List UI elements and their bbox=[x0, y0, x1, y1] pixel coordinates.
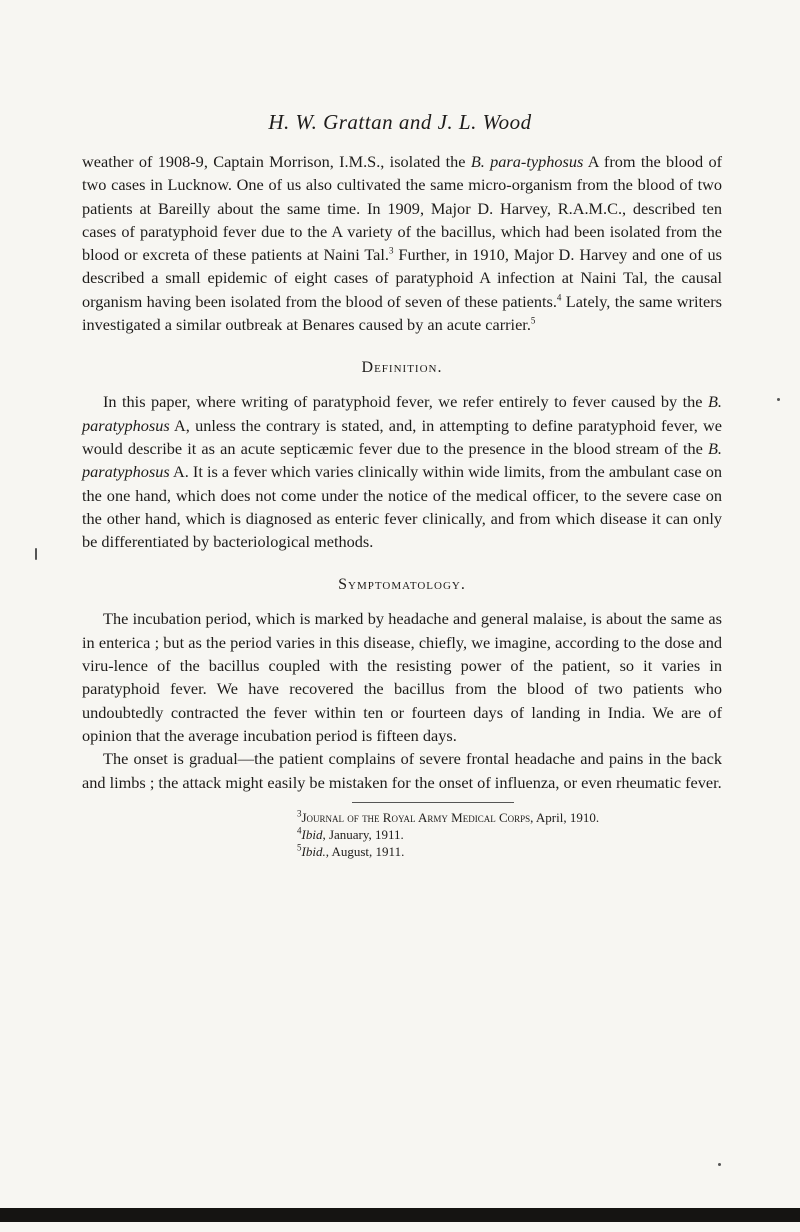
paragraph-2 bbox=[82, 390, 722, 553]
margin-mark bbox=[35, 548, 37, 560]
para1-text-4: Lately, the same writers investigated a similar outbreak at Benares caused by an acute carrier. bbox=[82, 291, 722, 335]
main-text bbox=[82, 150, 722, 794]
running-head: H. W. Grattan and J. L. Wood bbox=[268, 110, 532, 134]
footnote-ref-4: 4 bbox=[556, 292, 562, 303]
page-body bbox=[82, 150, 722, 860]
para2-text-1: In this paper, where writing of paratyphoid fever, we refer entirely to fever caused by the bbox=[103, 392, 708, 412]
footnote-3: $^3$Journal of the Royal Army Medical Corps, April, 1910. bbox=[297, 808, 600, 825]
para1-text-2: A from the blood of two cases in Lucknow. One of us also cultivated the same micro-organism from the blood of two patients at Bareilly about the same time. In 1909, Major D. Harvey, R.A.M.C., described ten cases of paratyphoid fever due to the A variety of the bacillus, which had been isolated from the blood or excreta of these patients at Naini Tal. bbox=[82, 152, 723, 265]
para1-text-3: Further, in 1910, Major D. Harvey and one of us described a small epidemic of eight cases of paratyphoid A infection at Naini Tal, the causal organism having been isolated from the blood of seven of these patients. bbox=[82, 245, 722, 311]
footnote-4: $^4$Ibid, January, 1911. bbox=[297, 825, 404, 842]
footnote-ref-3: 3 bbox=[388, 245, 394, 256]
paragraph-4: The onset is gradual—the patient complains of severe frontal headache and pains in the back and limbs ; the attack might easily be mistaken for the onset of influenza, or even rheumatic fever. bbox=[82, 749, 722, 792]
footnote-5: $^5$Ibid., August, 1911. bbox=[297, 842, 405, 859]
scan-bottom-edge bbox=[0, 1208, 800, 1222]
footnote-ref-5: 5 bbox=[530, 315, 536, 326]
para2-italic-2: B. paratyphosus bbox=[82, 438, 722, 482]
para2-text-2: A, unless the contrary is stated, and, in attempting to define paratyphoid fever, we would describe it as an acute septicæmic fever due to the presence in the blood stream of the bbox=[82, 415, 722, 458]
para2-text-3: A. It is a fever which varies clinically within wide limits, from the ambulant case on the one hand, which does not come under the notice of the medical officer, to the severe case on the other hand, which is diagnosed as enteric fever clinically, and from which disease it can only be differentiated by bacteriological methods. bbox=[82, 462, 722, 552]
paragraph-3: The incubation period, which is marked by headache and general malaise, is about the same as in enterica ; but as the period varies in this disease, chiefly, we imagine, according to the dose and viru-lence of the bacillus coupled with the resisting power of the patient, so it varies in paratyphoid fever. We have recovered the bacillus from the blood of two patients who undoubtedly contracted the fever within ten or fourteen days of landing in India. We are of opinion that the average incubation period is fifteen days. bbox=[82, 609, 722, 745]
footnote-rule bbox=[352, 802, 514, 803]
speck-mark bbox=[777, 398, 780, 401]
para2-italic-1: B. paratyphosus bbox=[82, 392, 722, 435]
footnotes bbox=[82, 809, 722, 860]
speck-mark-2 bbox=[718, 1163, 721, 1166]
heading-symptomatology: Symptomatology. bbox=[338, 576, 466, 594]
paragraph-1 bbox=[82, 150, 722, 336]
para1-text-1: weather of 1908-9, Captain Morrison, I.M.S., isolated the bbox=[82, 152, 471, 171]
para1-italic-1: B. para-typhosus bbox=[470, 152, 584, 171]
heading-definition: Definition. bbox=[361, 359, 443, 377]
